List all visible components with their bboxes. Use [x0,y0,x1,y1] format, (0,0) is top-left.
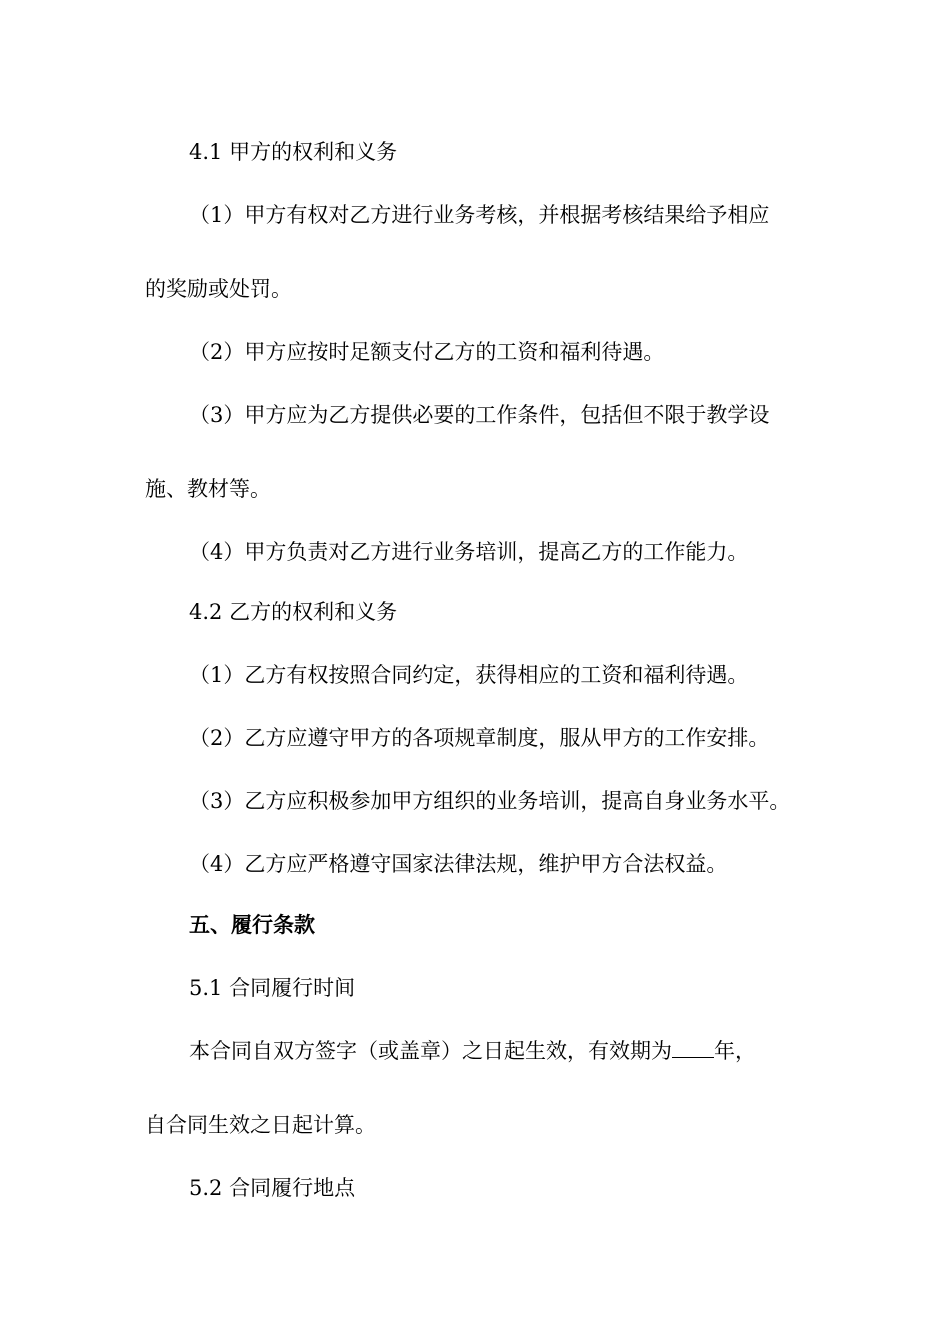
section-4-1-title: 4.1 甲方的权利和义务 [189,140,398,164]
section-4-2-item-4: （4）乙方应严格遵守国家法律法规，维护甲方合法权益。 [189,852,728,876]
section-4-1-item-2: （2）甲方应按时足额支付乙方的工资和福利待遇。 [189,340,665,364]
section-5-1-title: 5.1 合同履行时间 [189,976,356,1000]
section-4-1-item-3-line-2: 施、教材等。 [145,477,271,501]
section-4-1-item-1-line-1: （1）甲方有权对乙方进行业务考核，并根据考核结果给予相应 [189,203,770,227]
section-4-2-item-1: （1）乙方有权按照合同约定，获得相应的工资和福利待遇。 [189,663,749,687]
section-5-1-text-line-1 [189,1037,869,1065]
section-5-1-text-prefix: 本合同自双方签字（或盖章）之日起生效，有效期为 [189,1039,672,1063]
section-4-2-item-3: （3）乙方应积极参加甲方组织的业务培训，提高自身业务水平。 [189,789,791,813]
section-4-2-title: 4.2 乙方的权利和义务 [189,600,398,624]
section-5-1-text-line-2: 自合同生效之日起计算。 [145,1113,376,1137]
section-5-heading: 五、履行条款 [189,912,315,937]
section-4-2-item-2: （2）乙方应遵守甲方的各项规章制度，服从甲方的工作安排。 [189,726,770,750]
fill-in-blank [672,1037,714,1058]
section-4-1-item-3-line-1: （3）甲方应为乙方提供必要的工作条件，包括但不限于教学设 [189,403,770,427]
section-5-1-text-suffix: 年， [714,1039,756,1063]
section-4-1-item-4: （4）甲方负责对乙方进行业务培训，提高乙方的工作能力。 [189,540,749,564]
section-5-2-title: 5.2 合同履行地点 [189,1176,356,1200]
section-4-1-item-1-line-2: 的奖励或处罚。 [145,277,292,301]
